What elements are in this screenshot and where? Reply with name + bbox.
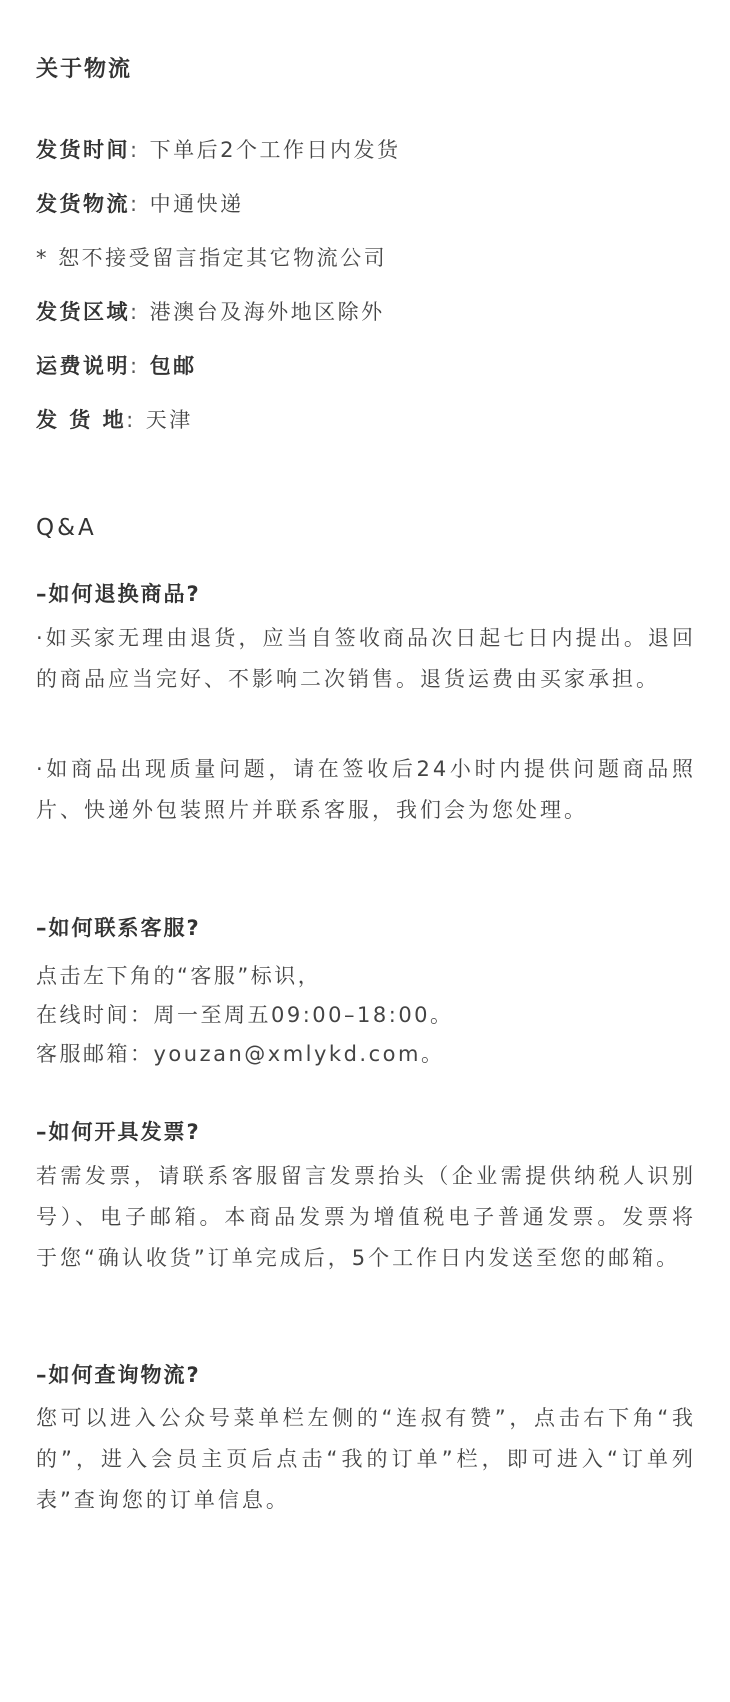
colon: : [130,300,140,324]
ship-from-value: 天津 [145,408,193,432]
qa-answer-contact-line-1: 点击左下角的“客服”标识， [36,964,322,988]
shipping-carrier-row [36,188,244,218]
shipping-fee-row [36,350,197,380]
colon: : [126,408,136,432]
shipping-time-row [36,134,400,164]
shipping-time-value: 下单后2个工作日内发货 [149,138,401,162]
qa-answer-contact-line-3: 客服邮箱：youzan@xmlykd.com。 [36,1042,445,1066]
qa-section-title: Q&A [36,515,97,541]
ship-from-label: 发 货 地 [36,408,127,432]
colon: : [130,138,140,162]
qa-question-contact: –如何联系客服? [36,916,201,940]
shipping-region-value: 港澳台及海外地区除外 [149,300,385,324]
qa-question-invoice: –如何开具发票? [36,1120,201,1144]
qa-question-returns: –如何退换商品? [36,582,201,606]
qa-answer-tracking-para: 您可以进入公众号菜单栏左侧的“连叔有赞”，点击右下角“我的”，进入会员主页后点击“我的订单”栏，即可进入“订单列表”查询您的订单信息。 [36,1406,696,1512]
shipping-region-label: 发货区域 [36,300,130,324]
colon: : [130,354,140,378]
logistics-section-title: 关于物流 [36,57,133,82]
shipping-carrier-label: 发货物流 [36,192,130,216]
qa-answer-invoice-para: 若需发票，请联系客服留言发票抬头（企业需提供纳税人识别号）、电子邮箱。本商品发票为增值税电子普通发票。发票将于您“确认收货”订单完成后，5个工作日内发送至您的邮箱。 [36,1164,696,1270]
colon: : [130,192,140,216]
qa-answer-returns-para-2: ·如商品出现质量问题，请在签收后24小时内提供问题商品照片、快递外包装照片并联系客服，我们会为您处理。 [36,757,696,822]
qa-answer-returns-para-1: ·如买家无理由退货，应当自签收商品次日起七日内提出。退回的商品应当完好、不影响二次销售。退货运费由买家承担。 [36,626,696,691]
shipping-carrier-value: 中通快递 [149,192,244,216]
carrier-note-row [36,242,387,272]
shipping-fee-value: 包邮 [149,354,197,378]
qa-answer-contact-line-2: 在线时间：周一至周五09:00–18:00。 [36,1003,454,1027]
shipping-region-row [36,296,385,326]
shipping-fee-label: 运费说明 [36,354,130,378]
shipping-time-label: 发货时间 [36,138,130,162]
ship-from-row [36,404,193,434]
qa-question-tracking: –如何查询物流? [36,1363,201,1387]
carrier-note: * 恕不接受留言指定其它物流公司 [36,246,388,270]
